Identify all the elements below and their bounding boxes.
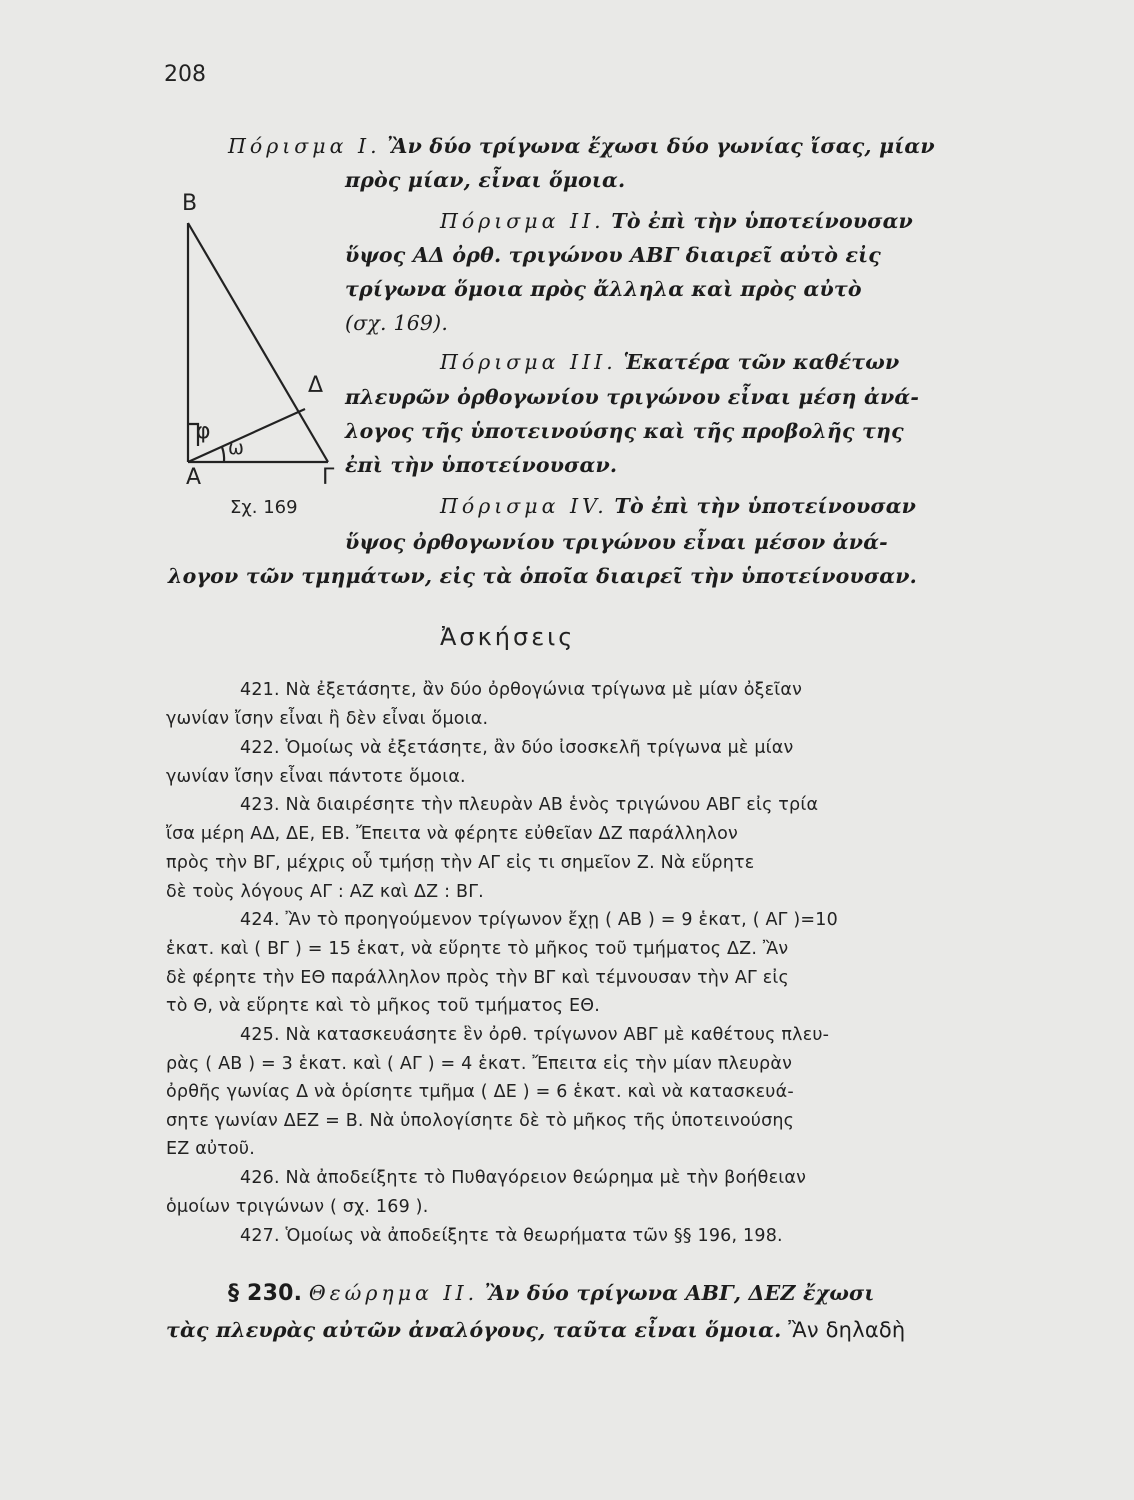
porisma-3-label: Πόρισμα ΙΙΙ. bbox=[440, 350, 617, 374]
exercise-427-line-1: 427. Ὁμοίως νὰ ἀποδείξητε τὰ θεωρήματα τῶν §§ 196, 198. bbox=[240, 1226, 783, 1246]
exercise-424-line-4: τὸ Θ, νὰ εὕρητε καὶ τὸ μῆκος τοῦ τμήματος ΕΘ. bbox=[166, 996, 600, 1016]
exercise-423-line-2: ἴσα μέρη ΑΔ, ΔΕ, ΕΒ. Ἔπειτα νὰ φέρητε εὐθεῖαν ΔΖ παράλληλον bbox=[166, 824, 739, 844]
figure-169 bbox=[170, 175, 350, 520]
porisma-1-text-1: Ἂν δύο τρίγωνα ἔχωσι δύο γωνίας ἴσας, μίαν bbox=[387, 134, 935, 158]
exercise-422-line-1: 422. Ὁμοίως νὰ ἐξετάσητε, ἂν δύο ἰσοσκελῆ τρίγωνα μὲ μίαν bbox=[240, 738, 794, 758]
vertex-d-label: Δ bbox=[308, 373, 324, 398]
vertex-a-label: A bbox=[186, 465, 202, 490]
exercise-421-line-1: 421. Νὰ ἐξετάσητε, ἂν δύο ὀρθογώνια τρίγωνα μὲ μίαν ὀξεῖαν bbox=[240, 680, 803, 700]
vertex-b-label: B bbox=[182, 191, 198, 216]
exercise-425-line-3: ὀρθῆς γωνίας Δ νὰ ὁρίσητε τμῆμα ( ΔΕ ) = 6 ἑκατ. καὶ νὰ κατασκευά- bbox=[166, 1082, 794, 1102]
porisma-1-line-2: πρὸς μίαν, εἶναι ὅμοια. bbox=[345, 168, 626, 192]
porisma-4-line-3: λογον τῶν τμημάτων, εἰς τὰ ὁποῖα διαιρεῖ τὴν ὑποτείνουσαν. bbox=[168, 564, 918, 588]
section-230-line-2 bbox=[166, 1320, 905, 1341]
exercise-423-line-1: 423. Νὰ διαιρέσητε τὴν πλευρὰν ΑΒ ἑνὸς τριγώνου ΑΒΓ εἰς τρία bbox=[240, 795, 819, 815]
angle-omega-label: ω bbox=[228, 437, 244, 459]
porisma-3-line-2: πλευρῶν ὀρθογωνίου τριγώνου εἶναι μέση ἀνά- bbox=[345, 385, 920, 409]
angle-omega-arc bbox=[222, 447, 224, 462]
exercise-426-line-1: 426. Νὰ ἀποδείξητε τὸ Πυθαγόρειον θεώρημα μὲ τὴν βοήθειαν bbox=[240, 1168, 807, 1188]
exercise-421-line-2: γωνίαν ἴσην εἶναι ἢ δὲν εἶναι ὅμοια. bbox=[166, 709, 489, 729]
porisma-4-line-2: ὕψος ὀρθογωνίου τριγώνου εἶναι μέσον ἀνά- bbox=[345, 530, 888, 554]
exercise-422-line-2: γωνίαν ἴσην εἶναι πάντοτε ὅμοια. bbox=[166, 767, 466, 787]
exercise-425-line-4: σητε γωνίαν ΔΕΖ = Β. Νὰ ὑπολογίσητε δὲ τὸ μῆκος τῆς ὑποτεινούσης bbox=[166, 1111, 795, 1131]
exercise-426-line-2: ὁμοίων τριγώνων ( σχ. 169 ). bbox=[166, 1197, 429, 1217]
section-230-line-1 bbox=[228, 1283, 875, 1305]
exercise-425-line-1: 425. Νὰ κατασκευάσητε ἓν ὀρθ. τρίγωνον ΑΒΓ μὲ καθέτους πλευ- bbox=[240, 1025, 830, 1045]
section-230-text-2-tail: Ἂν δηλαδὴ bbox=[788, 1318, 906, 1342]
angle-phi-label: φ bbox=[196, 419, 211, 444]
exercise-425-line-5: ΕΖ αὐτοῦ. bbox=[166, 1139, 256, 1159]
exercise-424-line-3: δὲ φέρητε τὴν ΕΘ παράλληλον πρὸς τὴν ΒΓ καὶ τέμνουσαν τὴν ΑΓ εἰς bbox=[166, 968, 789, 988]
exercises-heading: Ἀσκήσεις bbox=[440, 623, 576, 651]
section-230-text-1: Ἂν δύο τρίγωνα ΑΒΓ, ΔΕΖ ἔχωσι bbox=[484, 1281, 875, 1305]
exercise-423-line-3: πρὸς τὴν ΒΓ, μέχρις οὗ τμήσῃ τὴν ΑΓ εἰς τι σημεῖον Ζ. Νὰ εὕρητε bbox=[166, 853, 755, 873]
porisma-1-label: Πόρισμα Ι. bbox=[228, 134, 381, 158]
exercise-424-line-1: 424. Ἂν τὸ προηγούμενον τρίγωνον ἔχῃ ( ΑΒ ) = 9 ἑκατ, ( ΑΓ )=10 bbox=[240, 910, 838, 930]
porisma-2-label: Πόρισμα ΙΙ. bbox=[440, 209, 605, 233]
page-number: 208 bbox=[164, 62, 206, 87]
section-230-label: Θεώρημα ΙΙ. bbox=[308, 1281, 479, 1305]
section-230-text-2: τὰς πλευρὰς αὐτῶν ἀναλόγους, ταῦτα εἶναι ὅμοια. bbox=[166, 1318, 782, 1342]
porisma-4-label: Πόρισμα ΙV. bbox=[440, 494, 608, 518]
porisma-2-line-3: τρίγωνα ὅμοια πρὸς ἄλληλα καὶ πρὸς αὐτὸ bbox=[345, 277, 862, 301]
vertex-g-label: Γ bbox=[322, 465, 335, 490]
exercise-425-line-2: ρὰς ( ΑΒ ) = 3 ἑκατ. καὶ ( ΑΓ ) = 4 ἑκατ. Ἔπειτα εἰς τὴν μίαν πλευρὰν bbox=[166, 1054, 793, 1074]
porisma-3-line-3: λογος τῆς ὑποτεινούσης καὶ τῆς προβολῆς της bbox=[345, 419, 904, 443]
porisma-2-line-2: ὕψος ΑΔ ὀρθ. τριγώνου ΑΒΓ διαιρεῖ αὐτὸ εἰς bbox=[345, 243, 881, 267]
porisma-3-line-1 bbox=[440, 352, 899, 373]
porisma-2-line-4: (σχ. 169). bbox=[345, 311, 449, 335]
porisma-3-line-4: ἐπὶ τὴν ὑποτείνουσαν. bbox=[345, 453, 618, 477]
porisma-2-line-1 bbox=[440, 211, 913, 232]
figure-caption: Σχ. 169 bbox=[230, 497, 298, 518]
porisma-2-text-1: Τὸ ἐπὶ τὴν ὑποτείνουσαν bbox=[611, 209, 913, 233]
porisma-1-line-1 bbox=[228, 136, 935, 157]
porisma-4-line-1 bbox=[440, 496, 916, 517]
section-230-number: § 230. bbox=[228, 1281, 303, 1306]
exercise-423-line-4: δὲ τοὺς λόγους ΑΓ : ΑΖ καὶ ΔΖ : ΒΓ. bbox=[166, 882, 484, 902]
exercise-424-line-2: ἑκατ. καὶ ( ΒΓ ) = 15 ἑκατ, νὰ εὕρητε τὸ μῆκος τοῦ τμήματος ΔΖ. Ἂν bbox=[166, 939, 789, 959]
porisma-4-text-1: Τὸ ἐπὶ τὴν ὑποτείνουσαν bbox=[614, 494, 917, 518]
porisma-3-text-1: Ἑκατέρα τῶν καθέτων bbox=[623, 350, 900, 374]
